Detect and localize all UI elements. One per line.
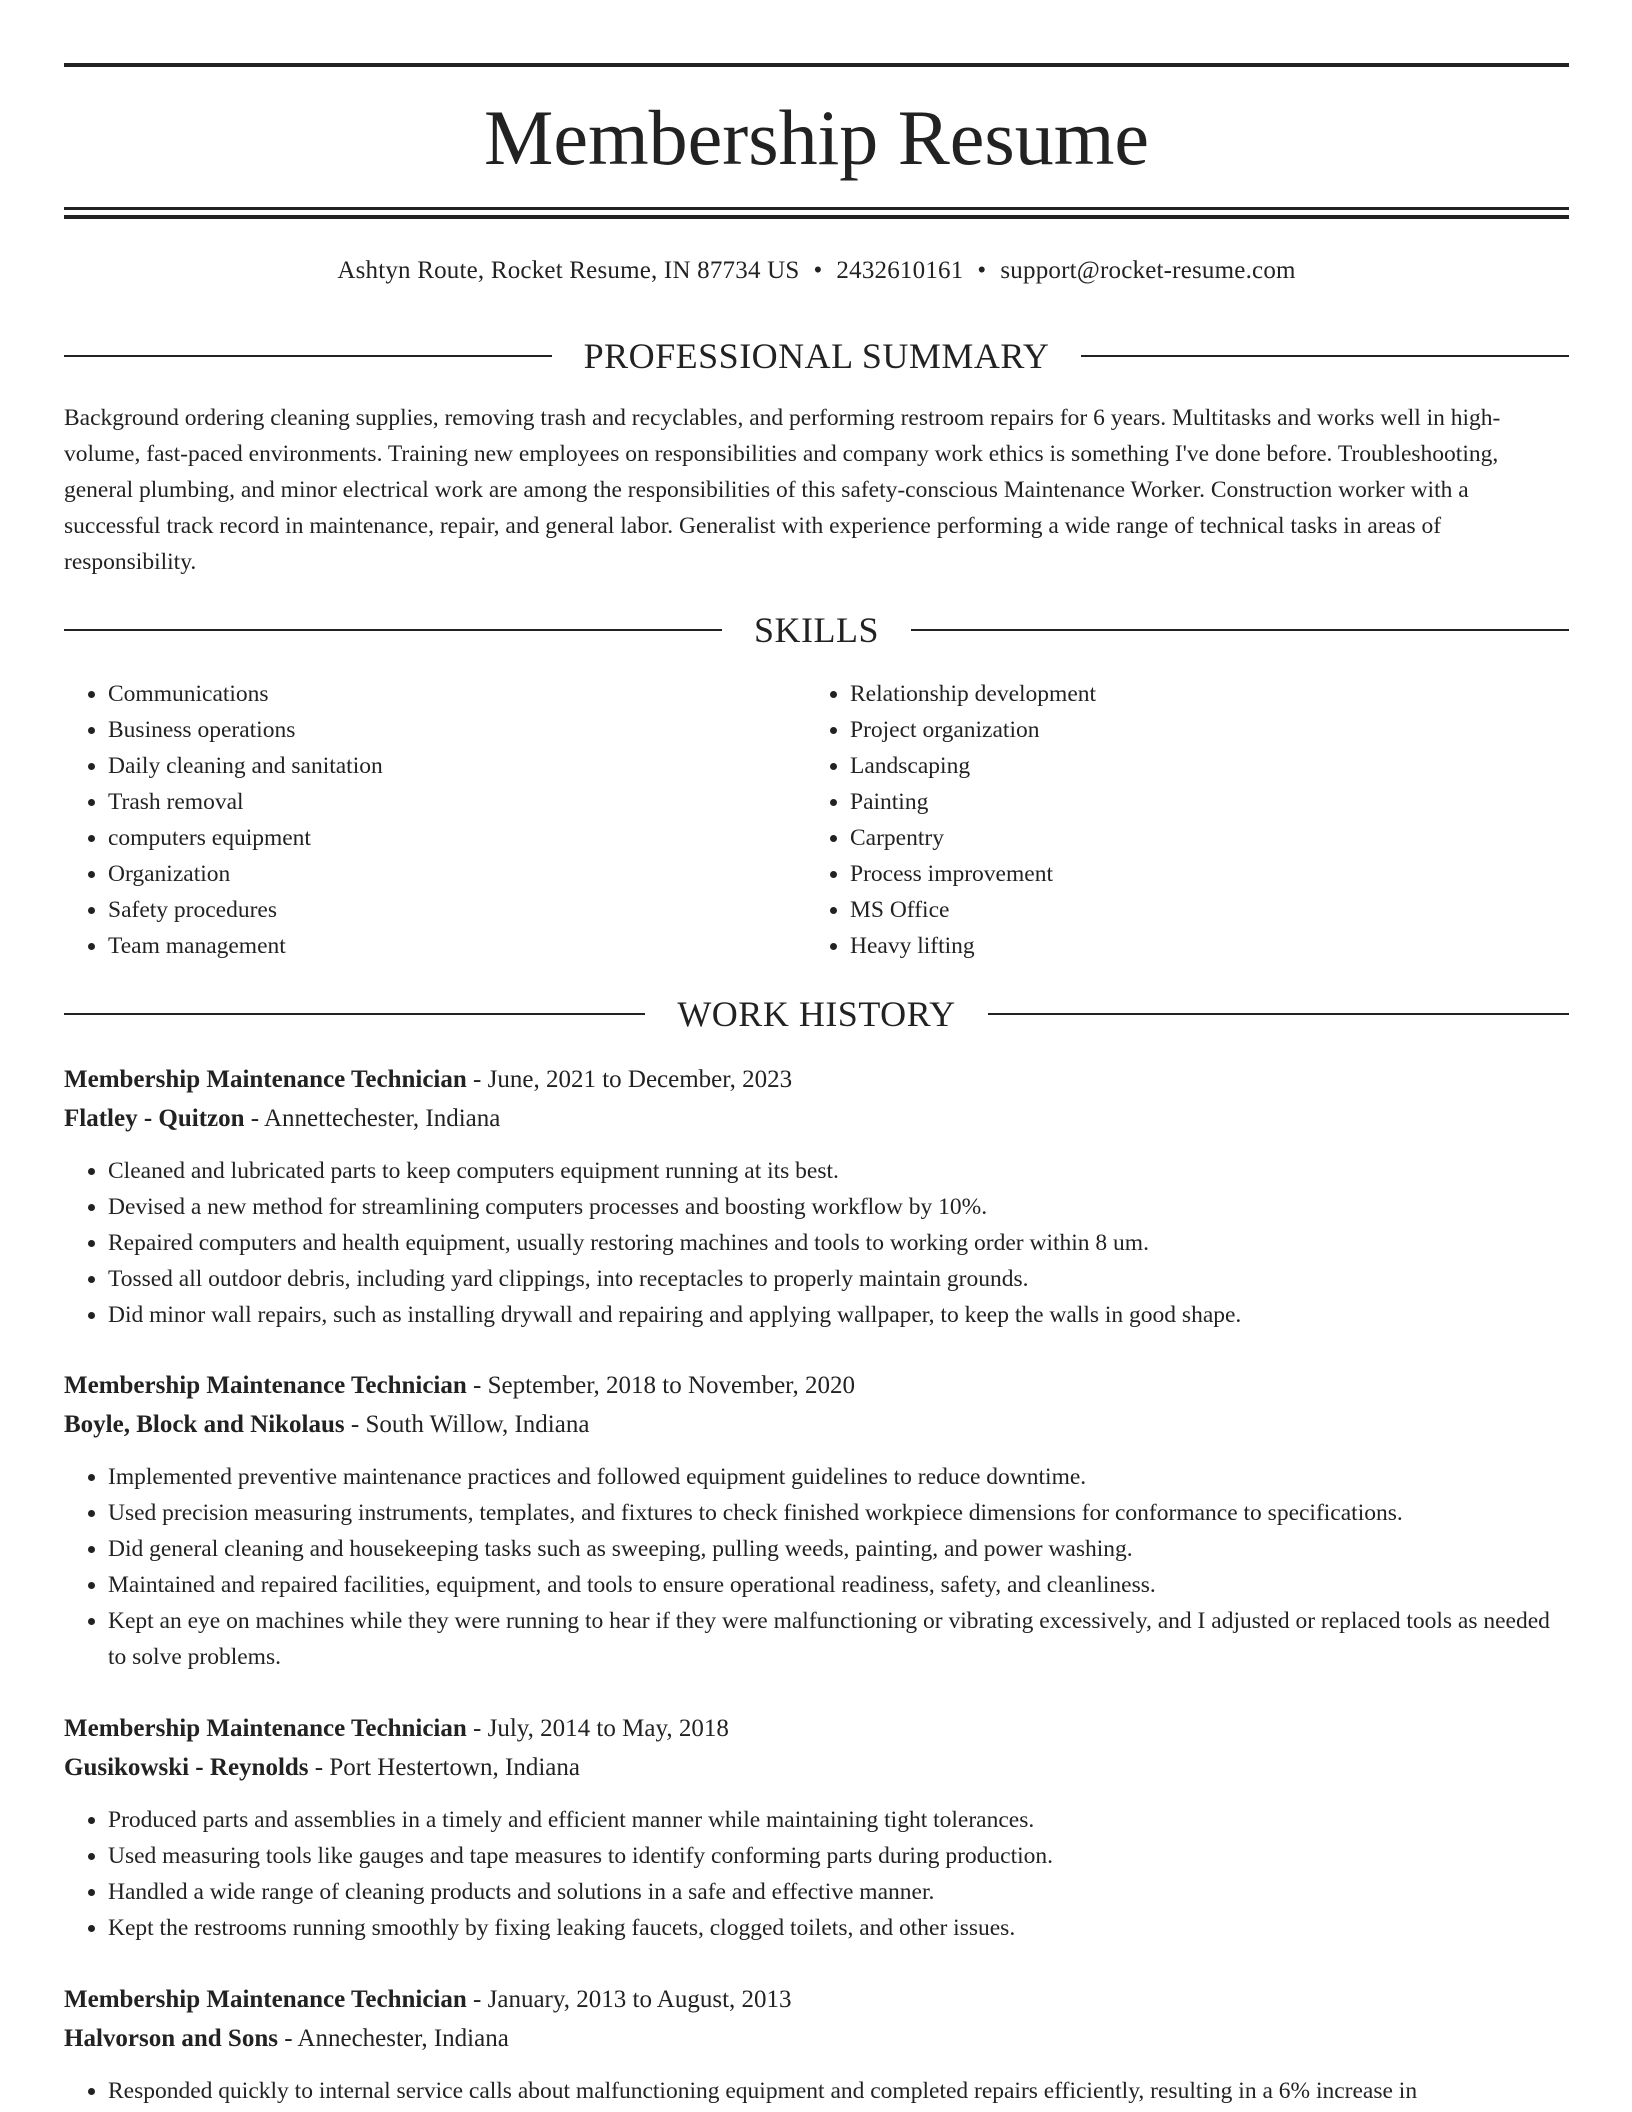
job-bullets (64, 1459, 1569, 1675)
work-history-heading-label: WORK HISTORY (677, 994, 956, 1034)
skill-item: • Process improvement (850, 856, 1548, 892)
job-entry (64, 1981, 1569, 2109)
job-location: - Port Hestertown, Indiana (308, 1754, 580, 1781)
job-bullet: • Devised a new method for streamlining computers processes and boosting workflow by 10%. (108, 1189, 1569, 1225)
job-bullet: • Handled a wide range of cleaning products and solutions in a safe and effective manner. (108, 1874, 1569, 1910)
job-bullet: • Produced parts and assemblies in a timely and efficient manner while maintaining tight tolerances. (108, 1802, 1569, 1838)
job-bullet: • Responded quickly to internal service calls about malfunctioning equipment and completed repairs efficiently, resulting in a 6% increase in (108, 2073, 1569, 2109)
skill-item: • Trash removal (108, 784, 806, 820)
contact-phone: 2432610161 (836, 257, 964, 284)
job-location: - Annechester, Indiana (277, 2025, 509, 2052)
heading-rule-right (911, 629, 1569, 631)
job-dates: - July, 2014 to May, 2018 (466, 1715, 729, 1742)
title-rule-upper (64, 207, 1569, 210)
heading-rule-left (64, 629, 722, 631)
skill-item: • computers equipment (108, 820, 806, 856)
job-bullet: • Used measuring tools like gauges and tape measures to identify conforming parts during production. (108, 1838, 1569, 1874)
heading-rule-left (64, 355, 552, 357)
job-company: Gusikowski - Reynolds (64, 1754, 309, 1781)
skill-item: • Carpentry (850, 820, 1548, 856)
job-bullet: • Did general cleaning and housekeeping tasks such as sweeping, pulling weeds, painting, and power washing. (108, 1531, 1569, 1567)
job-company-line (64, 2020, 1569, 2058)
skill-item: • Safety procedures (108, 892, 806, 928)
skill-item: • Business operations (108, 712, 806, 748)
skill-item: • MS Office (850, 892, 1548, 928)
job-dates: - June, 2021 to December, 2023 (466, 1066, 793, 1093)
skill-item: • Heavy lifting (850, 928, 1548, 964)
skill-item: • Relationship development (850, 676, 1548, 712)
title-rule-lower (64, 215, 1569, 219)
work-history-heading (64, 992, 1569, 1036)
job-title: Membership Maintenance Technician (64, 1372, 467, 1399)
top-rule (64, 63, 1569, 67)
job-location: - South Willow, Indiana (344, 1411, 590, 1438)
job-title: Membership Maintenance Technician (64, 1066, 467, 1093)
skill-item: • Organization (108, 856, 806, 892)
job-entry (64, 1061, 1569, 1333)
job-bullets (64, 1153, 1569, 1333)
job-company: Halvorson and Sons (64, 2025, 278, 2052)
skill-item: • Daily cleaning and sanitation (108, 748, 806, 784)
job-bullet: • Kept an eye on machines while they were running to hear if they were malfunctioning or vibrating excessively, and I adjusted or replaced tools as needed to solve problems. (108, 1603, 1569, 1675)
job-bullet: • Kept the restrooms running smoothly by fixing leaking faucets, clogged toilets, and other issues. (108, 1910, 1569, 1946)
job-dates: - January, 2013 to August, 2013 (466, 1986, 792, 2013)
job-bullet: • Used precision measuring instruments, templates, and fixtures to check finished workpiece dimensions for conformance to specifications. (108, 1495, 1569, 1531)
job-bullets (64, 2073, 1569, 2109)
job-company: Flatley - Quitzon (64, 1105, 245, 1132)
contact-line (64, 254, 1569, 288)
job-bullet: • Repaired computers and health equipment, usually restoring machines and tools to working order within 8 um. (108, 1225, 1569, 1261)
skill-item: • Team management (108, 928, 806, 964)
job-title: Membership Maintenance Technician (64, 1715, 467, 1742)
skills-heading (64, 608, 1569, 652)
skills-heading-label: SKILLS (754, 610, 880, 650)
job-title-line (64, 1061, 1569, 1099)
job-company-line (64, 1749, 1569, 1787)
summary-heading-label: PROFESSIONAL SUMMARY (583, 336, 1050, 376)
job-entry (64, 1710, 1569, 1946)
summary-text: Background ordering cleaning supplies, removing trash and recyclables, and performing restroom repairs for 6 years. Multitasks and works well in high-volume, fast-paced environments. Training new employees on responsibilities and company work ethics is something I've done before. Troubleshooting, general plumbing, and minor electrical work are among the responsibilities of this safety-conscious Maintenance Worker. Construction worker with a successful track record in maintenance, repair, and general labor. Generalist with experience performing a wide range of technical tasks in areas of responsibility. (64, 405, 1501, 575)
job-location: - Annettechester, Indiana (244, 1105, 501, 1132)
job-bullets (64, 1802, 1569, 1946)
document-title: Membership Resume (483, 94, 1150, 181)
job-dates: - September, 2018 to November, 2020 (466, 1372, 855, 1399)
heading-rule-right (988, 1013, 1569, 1015)
job-bullet: • Cleaned and lubricated parts to keep computers equipment running at its best. (108, 1153, 1569, 1189)
job-title-line (64, 1981, 1569, 2019)
contact-address: Ashtyn Route, Rocket Resume, IN 87734 US (337, 257, 800, 284)
contact-separator: • (977, 257, 987, 284)
job-bullet: • Maintained and repaired facilities, equipment, and tools to ensure operational readiness, safety, and cleanliness. (108, 1567, 1569, 1603)
skill-item: • Project organization (850, 712, 1548, 748)
heading-rule-left (64, 1013, 645, 1015)
job-title-line (64, 1367, 1569, 1405)
contact-email: support@rocket-resume.com (1000, 257, 1296, 284)
job-bullet: • Did minor wall repairs, such as installing drywall and repairing and applying wallpaper, to keep the walls in good shape. (108, 1297, 1569, 1333)
job-bullet: • Tossed all outdoor debris, including yard clippings, into receptacles to properly maintain grounds. (108, 1261, 1569, 1297)
job-company-line (64, 1100, 1569, 1138)
skills-column-left (64, 676, 806, 964)
job-entry (64, 1367, 1569, 1675)
job-title-line (64, 1710, 1569, 1748)
skill-item: • Landscaping (850, 748, 1548, 784)
skill-item: • Communications (108, 676, 806, 712)
summary-heading (64, 334, 1569, 378)
skills-list (64, 676, 1569, 964)
job-bullet: • Implemented preventive maintenance practices and followed equipment guidelines to reduce downtime. (108, 1459, 1569, 1495)
skills-column-right (806, 676, 1548, 964)
job-company-line (64, 1406, 1569, 1444)
contact-separator: • (813, 257, 823, 284)
heading-rule-right (1081, 355, 1569, 357)
job-title: Membership Maintenance Technician (64, 1986, 467, 2013)
skill-item: • Painting (850, 784, 1548, 820)
job-company: Boyle, Block and Nikolaus (64, 1411, 345, 1438)
